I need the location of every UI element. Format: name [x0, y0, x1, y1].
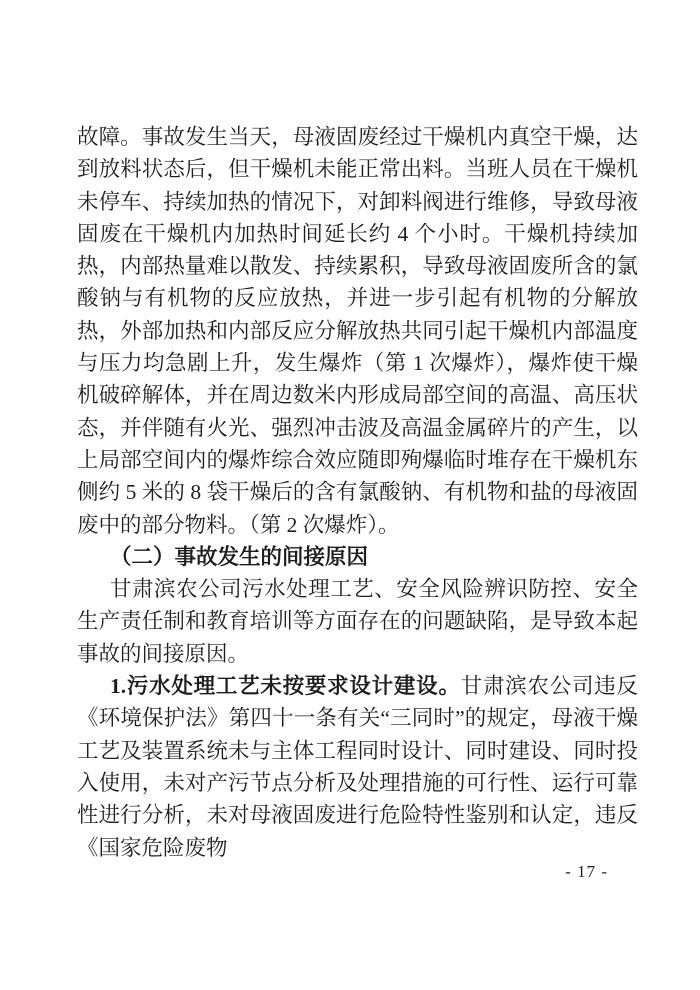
paragraph-direct-cause-continuation: 故障。事故发生当天，母液固废经过干燥机内真空干燥，达到放料状态后，但干燥机未能正常出料。当班人员在干燥机未停车、持续加热的情况下，对卸料阀进行维修，导致母液固废在干燥机内加热时间延长约 4 个小时。干燥机持续加热，内部热量难以散发、持续累积，导致母液固废所含的氯酸钠与有机物的反应放热，并进一步引起有机物的分解放热，外部加热和内部反应分解放热共同引起干燥机内部温度与压力均急剧上升，发生爆炸（第 1 次爆炸），爆炸使干燥机破碎解体，并在周边数米内形成局部空间的高温、高压状态，并伴随有火光、强烈冲击波及高温金属碎片的产生，以上局部空间内的爆炸综合效应随即殉爆临时堆存在干燥机东侧约 5 米的 8 袋干燥后的含有氯酸钠、有机物和盐的母液固废中的部分物料。（第 2 次爆炸）。 — [77, 125, 638, 537]
page-number: - 17 - — [565, 862, 608, 881]
paragraph-indirect-cause-summary: 甘肃滨农公司污水处理工艺、安全风险辨识防控、安全生产责任制和教育培训等方面存在的问题缺陷，是导致本起事故的间接原因。 — [77, 577, 638, 666]
document-body — [77, 121, 638, 864]
paragraph-body-text: 甘肃滨农公司违反《环境保护法》第四十一条有关“三同时”的规定，母液干燥工艺及装置系统未与主体工程同时设计、同时建设、同时投入使用，未对产污节点分析及处理措施的可行性、运行可靠性进行分析，未对母液固废进行危险特性鉴别和认定，违反《国家危险废物 — [77, 674, 638, 860]
paragraph-sewage-process-violation — [77, 670, 638, 864]
heading-indirect-causes: （二）事故发生的间接原因 — [110, 544, 369, 569]
paragraph-bold-lead: 1.污水处理工艺未按要求设计建设。 — [110, 674, 461, 699]
